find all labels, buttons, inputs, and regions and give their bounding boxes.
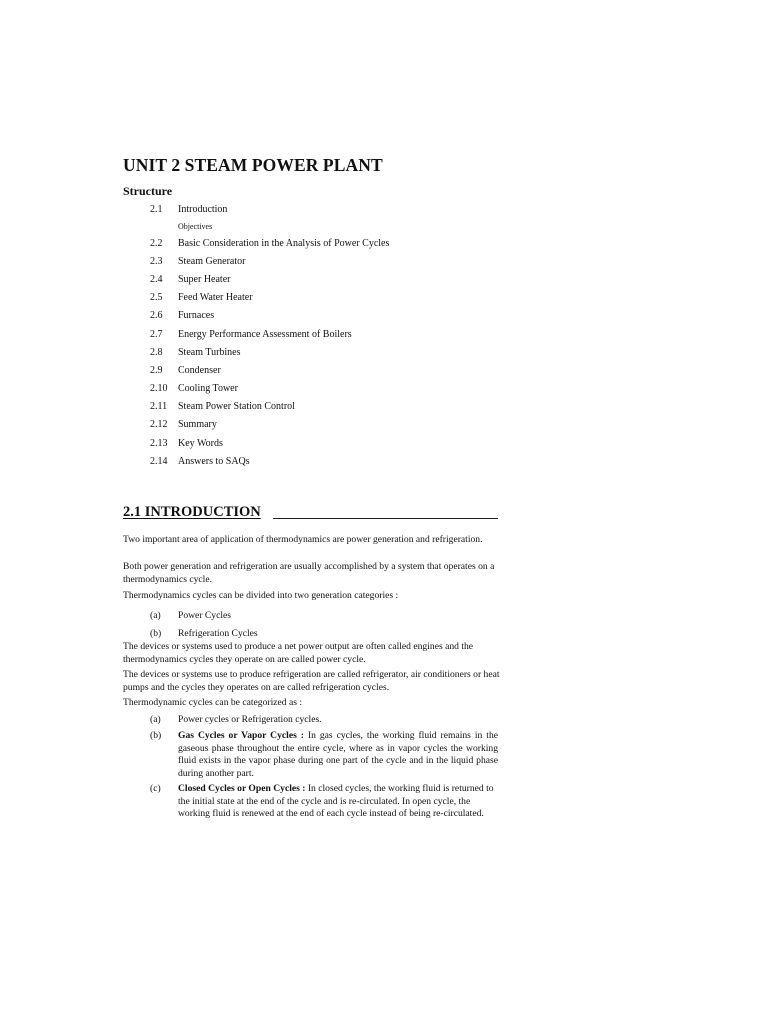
- toc-number: 2.8: [150, 347, 163, 358]
- toc-label: Basic Consideration in the Analysis of Power Cycles: [178, 238, 390, 249]
- paragraph: Thermodynamics cycles can be divided into two generation categories :: [123, 590, 399, 601]
- list-text: [178, 783, 496, 821]
- toc-label: Introduction: [178, 204, 228, 215]
- toc-label: Cooling Tower: [178, 383, 238, 394]
- list-text: [178, 730, 498, 780]
- toc-label: Steam Generator: [178, 256, 246, 267]
- list-text: Power Cycles: [178, 610, 232, 621]
- paragraph: Two important area of application of thermodynamics are power generation and refrigeration.: [123, 534, 483, 545]
- section-heading-text: 2.1 INTRODUCTION: [123, 504, 261, 520]
- toc-number: 2.13: [150, 438, 168, 449]
- toc-label: Feed Water Heater: [178, 292, 253, 303]
- paragraph: The devices or systems use to produce refrigeration are called refrigerator, air conditioners or heat pumps and the cycles they operates on are called refrigeration cycles.: [123, 669, 500, 693]
- heading-rule: [273, 518, 498, 519]
- list-marker: (b): [150, 628, 162, 639]
- list-term: Closed Cycles or Open Cycles :: [178, 783, 306, 794]
- list-marker: (a): [150, 714, 161, 725]
- toc-label: Condenser: [178, 365, 221, 376]
- toc-label: Steam Power Station Control: [178, 401, 295, 412]
- list-marker: (c): [150, 783, 161, 794]
- toc-number: 2.1: [150, 204, 163, 215]
- toc-number: 2.3: [150, 256, 163, 267]
- paragraph: The devices or systems used to produce a net power output are often called engines and the thermodynamics cycles they operate on are called power cycle.: [123, 641, 474, 665]
- toc-label: Summary: [178, 419, 217, 430]
- toc-number: 2.6: [150, 310, 163, 321]
- list-marker: (b): [150, 730, 162, 741]
- section-heading: [123, 504, 261, 521]
- toc-number: 2.11: [150, 401, 168, 412]
- paragraph: Both power generation and refrigeration are usually accomplished by a system that operates on a thermodynamics cycle.: [123, 561, 495, 585]
- toc-number: 2.10: [150, 383, 168, 394]
- list-text: [178, 714, 498, 727]
- toc-label: Steam Turbines: [178, 347, 241, 358]
- toc-sub-label: Objectives: [178, 222, 213, 231]
- toc-number: 2.9: [150, 365, 163, 376]
- toc-number: 2.2: [150, 238, 163, 249]
- toc-number: 2.5: [150, 292, 163, 303]
- toc-label: Key Words: [178, 438, 223, 449]
- toc-number: 2.14: [150, 456, 168, 467]
- list-term: Gas Cycles or Vapor Cycles :: [178, 730, 304, 741]
- structure-label: Structure: [123, 184, 173, 198]
- list-marker: (a): [150, 610, 161, 621]
- toc-number: 2.4: [150, 274, 163, 285]
- toc-number: 2.7: [150, 329, 163, 340]
- toc-label: Energy Performance Assessment of Boilers: [178, 329, 352, 340]
- paragraph: Thermodynamic cycles can be categorized as :: [123, 697, 302, 708]
- toc-label: Super Heater: [178, 274, 231, 285]
- list-description: In closed cycles, the working fluid is returned to the initial state at the end of the cycle and is re-circulated. In open cycle, the working fluid is renewed at the end of each cycle instead of being re-circulated.: [178, 783, 494, 819]
- toc-number: 2.12: [150, 419, 168, 430]
- list-description: In gas cycles, the working fluid remains in the gaseous phase throughout the entire cycle, where as in vapor cycles the working fluid exists in the vapor phase during one part of the cycle and in the liquid phase during another part.: [178, 730, 498, 779]
- toc-label: Furnaces: [178, 310, 215, 321]
- list-text: Refrigeration Cycles: [178, 628, 258, 639]
- unit-title: UNIT 2 STEAM POWER PLANT: [123, 155, 383, 175]
- toc-label: Answers to SAQs: [178, 456, 250, 467]
- list-description: Power cycles or Refrigeration cycles.: [178, 714, 322, 725]
